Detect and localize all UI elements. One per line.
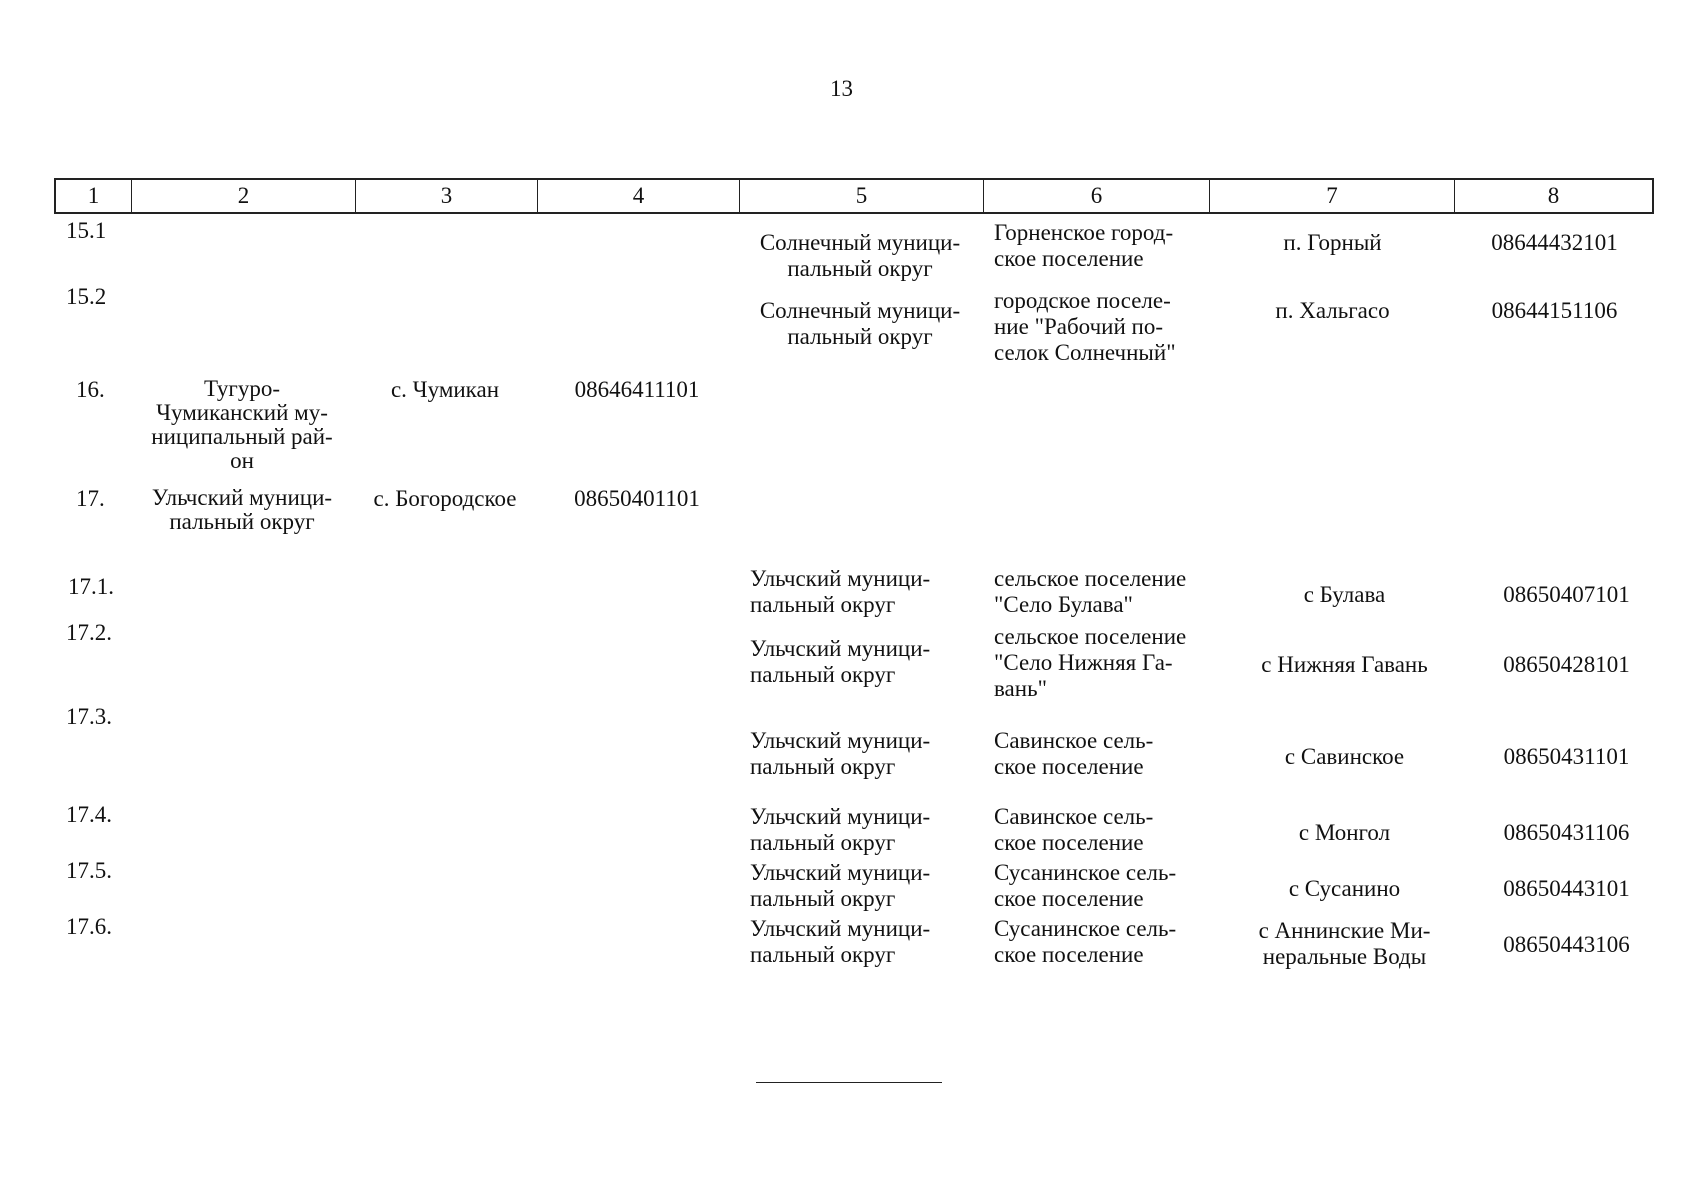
cell-locality: п. Горный [1283,230,1382,255]
cell-oktmo-code: 08650431101 [1503,744,1630,769]
cell-locality: с Нижняя Гавань [1261,652,1428,677]
column-header-5: 5 [740,180,984,212]
cell-oktmo-code: 08646411101 [574,377,700,402]
column-header-3: 3 [356,180,538,212]
column-header-1: 1 [56,180,132,212]
row-number: 17.3. [66,704,112,729]
row-number: 17.1. [68,574,114,599]
cell-locality: с Сусанино [1288,876,1401,901]
cell-oktmo-code: 08650407101 [1503,582,1630,607]
cell-settlement: Сусанинское сель- ское поселение [994,860,1177,911]
cell-locality: п. Хальгасо [1275,298,1390,323]
cell-oktmo-code: 08650431106 [1503,820,1630,845]
column-header-8: 8 [1547,183,1560,208]
row-number: 17.2. [66,620,112,645]
cell-locality: с Савинское [1284,744,1405,769]
cell-settlement: городское поселе- ние "Рабочий по- селок Солнечный" [994,288,1176,365]
cell-settlement: Сусанинское сель- ское поселение [994,916,1177,967]
cell-oktmo-code: 08650401101 [574,486,700,511]
cell-settlement: сельское поселение "Село Булава" [994,566,1187,617]
cell-settlement: Савинское сель- ское поселение [994,804,1154,855]
cell-locality: с Булава [1303,582,1386,607]
table-header [54,178,1654,214]
column-header-6: 6 [984,180,1210,212]
cell-municipal-district: Тугуро- Чумиканский му- ниципальный рай- он [151,376,333,473]
row-number: 15.1 [66,218,107,243]
row-number: 17. [76,486,105,511]
cell-oktmo-code: 08644151106 [1491,298,1618,323]
cell-municipal-district: Солнечный муници- пальный округ [759,298,961,349]
cell-settlement: Савинское сель- ское поселение [994,728,1154,779]
cell-oktmo-code: 08650428101 [1503,652,1630,677]
cell-municipal-district: Солнечный муници- пальный округ [759,230,961,281]
column-header-2: 2 [132,180,356,212]
cell-oktmo-code: 08650443106 [1503,932,1630,957]
cell-oktmo-code: 08650443101 [1503,876,1630,901]
cell-municipal-district: Ульчский муници- пальный округ [750,916,931,967]
row-number: 16. [76,377,105,402]
cell-settlement: сельское поселение "Село Нижняя Га- вань" [994,624,1187,701]
row-number: 15.2 [66,284,107,309]
footer-rule [756,1082,942,1083]
row-number: 17.4. [66,802,112,827]
cell-locality: с Аннинские Ми- неральные Воды [1258,918,1431,969]
cell-admin-center: с. Чумикан [390,377,500,402]
cell-municipal-district: Ульчский муници- пальный округ [750,860,931,911]
cell-locality: с Монгол [1298,820,1391,845]
page-number: 13 [830,76,853,101]
row-number: 17.5. [66,858,112,883]
column-header-4: 4 [538,180,740,212]
cell-municipal-district: Ульчский муници- пальный округ [750,636,931,687]
cell-municipal-district: Ульчский муници- пальный округ [750,566,931,617]
column-header-7: 7 [1210,180,1455,212]
cell-oktmo-code: 08644432101 [1491,230,1618,255]
cell-municipal-district: Ульчский муници- пальный округ [750,728,931,779]
row-number: 17.6. [66,914,112,939]
cell-admin-center: с. Богородское [373,486,517,511]
cell-municipal-district: Ульчский муници- пальный округ [750,804,931,855]
cell-municipal-district: Ульчский муници- пальный округ [151,485,333,534]
cell-settlement: Горненское город- ское поселение [994,220,1174,271]
